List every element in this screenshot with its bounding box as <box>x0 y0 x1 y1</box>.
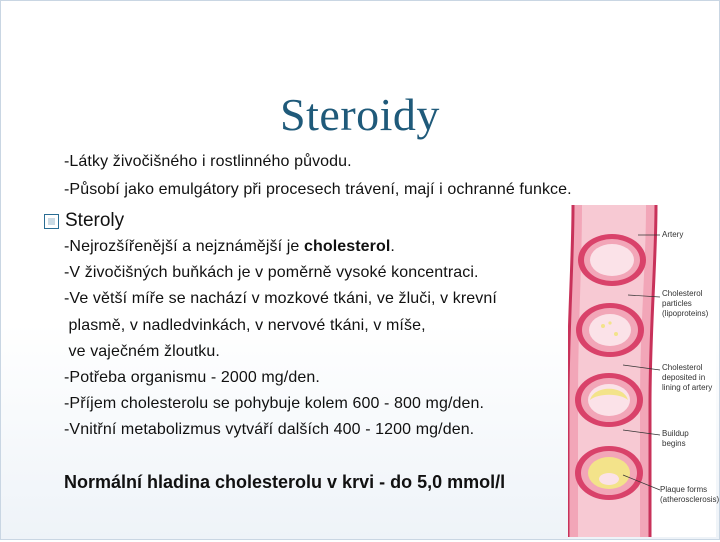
label-deposited-1: Cholesterol <box>662 363 703 372</box>
artery-illustration <box>568 205 720 537</box>
body-line-4: plasmě, v nadledvinkách, v nervové tkáni, v míše, <box>64 317 426 334</box>
label-deposited-2: deposited in <box>662 373 706 382</box>
label-buildup-2: begins <box>662 439 686 448</box>
cross-section-2 <box>576 303 644 357</box>
label-particles-1: Cholesterol <box>662 289 703 298</box>
body-line-5: ve vaječném žloutku. <box>64 343 220 360</box>
checkbox-bullet-icon <box>44 214 59 229</box>
body-line-8: -Vnitřní metabolizmus vytváří dalších 400 - 1200 mg/den. <box>64 421 475 438</box>
cross-section-4 <box>575 446 643 500</box>
label-particles-3: (lipoproteins) <box>662 309 709 318</box>
label-particles <box>662 289 708 319</box>
label-deposited-3: lining of artery <box>662 383 713 392</box>
body-line-1 <box>64 238 395 256</box>
label-buildup-1: Buildup <box>662 429 689 438</box>
label-buildup <box>662 429 689 449</box>
bullet-heading <box>44 210 124 232</box>
cross-section-1 <box>578 234 646 286</box>
body-line-7: -Příjem cholesterolu se pohybuje kolem 600 - 800 mg/den. <box>64 395 485 412</box>
body-line-6: -Potřeba organismu - 2000 mg/den. <box>64 369 320 386</box>
body-line-1-suffix: . <box>390 238 395 255</box>
slide-title: Steroidy <box>280 89 440 140</box>
body-line-1-prefix: -Nejrozšířenější a nejznámější je <box>64 238 304 255</box>
cross-section-3 <box>575 373 643 427</box>
cholesterol-term: cholesterol <box>303 238 391 255</box>
label-plaque-1: Plaque forms <box>660 485 708 494</box>
body-line-2: -V živočišných buňkách je v poměrně vysoké koncentraci. <box>64 264 479 281</box>
label-plaque <box>660 485 719 505</box>
intro-line-1: -Látky živočišného i rostlinného původu. <box>64 153 352 170</box>
label-artery: Artery <box>662 230 684 239</box>
body-line-3: -Ve větší míře se nachází v mozkové tkáni, ve žluči, v krevní <box>64 290 497 307</box>
label-plaque-2: (atherosclerosis) <box>660 495 720 504</box>
label-particles-2: particles <box>662 299 692 308</box>
bullet-heading-label: Steroly <box>65 210 125 231</box>
intro-line-2: -Působí jako emulgátory při procesech trávení, mají i ochranné funkce. <box>64 181 572 198</box>
label-deposited <box>662 363 712 393</box>
summary-line: Normální hladina cholesterolu v krvi - do 5,0 mmol/l <box>64 472 506 492</box>
